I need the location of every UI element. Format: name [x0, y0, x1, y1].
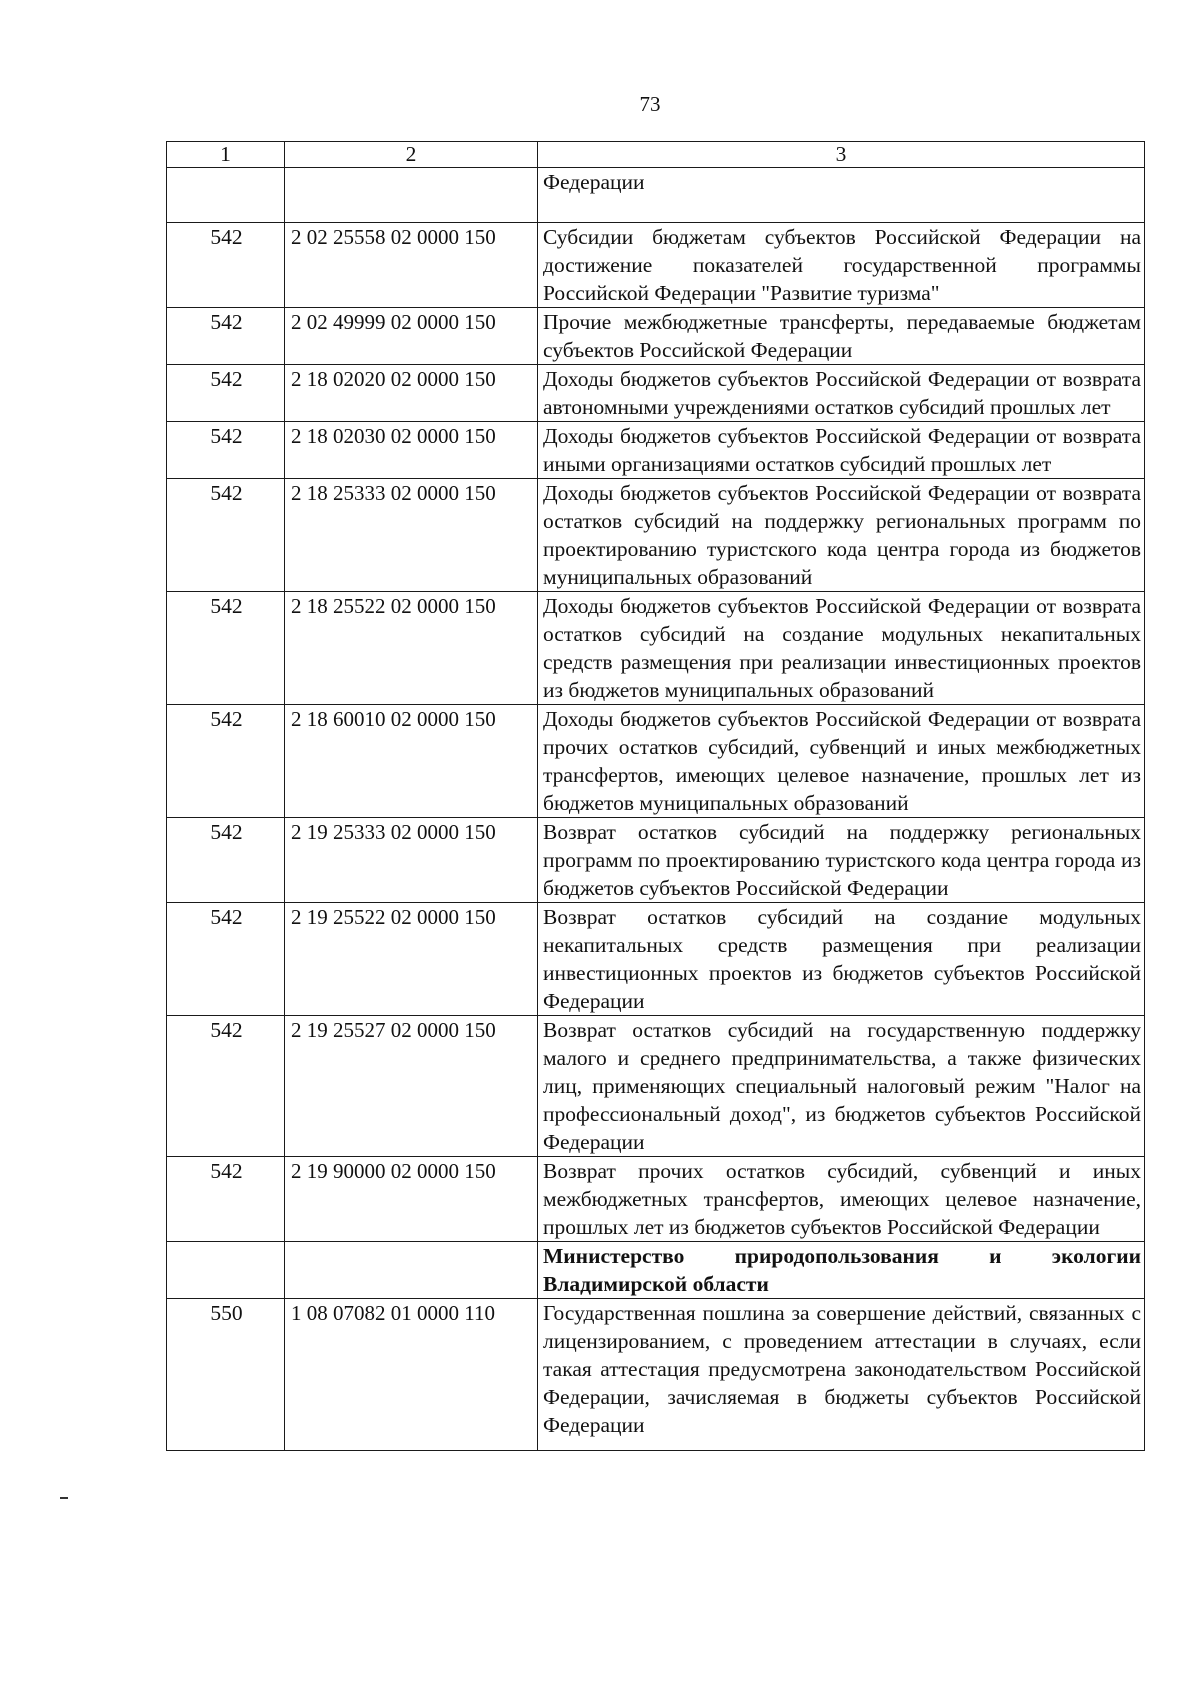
admin-code-cell: 550 — [167, 1299, 285, 1451]
table-row — [167, 365, 1145, 422]
column-header-1: 1 — [167, 142, 285, 168]
table-row — [167, 1016, 1145, 1157]
revenue-name-cell: Государственная пошлина за совершение действий, связанных с лицензированием, с проведением аттестации в случаях, если такая аттестация предусмотрена законодательством Российской Федерации, зачисляемая в бюджеты субъектов Российской Федерации — [538, 1299, 1145, 1451]
table-row — [167, 422, 1145, 479]
budget-classification-table — [166, 141, 1145, 1451]
budget-code-cell: 2 02 25558 02 0000 150 — [285, 223, 538, 308]
ministry-name-cell: Министерство природопользования и экологии Владимирской области — [538, 1242, 1145, 1299]
admin-code-cell: 542 — [167, 903, 285, 1016]
revenue-name-cell: Возврат прочих остатков субсидий, субвенций и иных межбюджетных трансфертов, имеющих целевое назначение, прошлых лет из бюджетов субъектов Российской Федерации — [538, 1157, 1145, 1242]
revenue-name-cell: Доходы бюджетов субъектов Российской Федерации от возврата прочих остатков субсидий, субвенций и иных межбюджетных трансфертов, имеющих целевое назначение, прошлых лет из бюджетов муниципальных образований — [538, 705, 1145, 818]
budget-code-cell: 2 19 25522 02 0000 150 — [285, 903, 538, 1016]
table-row — [167, 223, 1145, 308]
table-row — [167, 705, 1145, 818]
revenue-name-cell: Доходы бюджетов субъектов Российской Федерации от возврата иными организациями остатков субсидий прошлых лет — [538, 422, 1145, 479]
admin-code-cell: 542 — [167, 1016, 285, 1157]
table-header-row — [167, 142, 1145, 168]
budget-code-cell — [285, 1242, 538, 1299]
admin-code-cell: 542 — [167, 705, 285, 818]
admin-code-cell: 542 — [167, 818, 285, 903]
table-row — [167, 818, 1145, 903]
admin-code-cell: 542 — [167, 223, 285, 308]
budget-code-cell: 2 02 49999 02 0000 150 — [285, 308, 538, 365]
budget-code-cell: 2 19 90000 02 0000 150 — [285, 1157, 538, 1242]
table-row — [167, 1157, 1145, 1242]
budget-code-cell: 2 19 25527 02 0000 150 — [285, 1016, 538, 1157]
revenue-name-cell: Прочие межбюджетные трансферты, передаваемые бюджетам субъектов Российской Федерации — [538, 308, 1145, 365]
table-row — [167, 168, 1145, 223]
budget-code-cell: 2 18 25333 02 0000 150 — [285, 479, 538, 592]
admin-code-cell: 542 — [167, 365, 285, 422]
table-row — [167, 479, 1145, 592]
column-header-3: 3 — [538, 142, 1145, 168]
table-row — [167, 1299, 1145, 1451]
budget-code-cell: 2 18 02020 02 0000 150 — [285, 365, 538, 422]
admin-code-cell: 542 — [167, 422, 285, 479]
admin-code-cell: 542 — [167, 308, 285, 365]
margin-mark — [60, 1497, 68, 1499]
table-row — [167, 308, 1145, 365]
budget-code-cell: 2 18 25522 02 0000 150 — [285, 592, 538, 705]
budget-code-cell: 1 08 07082 01 0000 110 — [285, 1299, 538, 1451]
ministry-heading-row — [167, 1242, 1145, 1299]
revenue-name-cell: Возврат остатков субсидий на поддержку региональных программ по проектированию туристского кода центра города из бюджетов субъектов Российской Федерации — [538, 818, 1145, 903]
column-header-2: 2 — [285, 142, 538, 168]
page-number: 73 — [639, 92, 661, 116]
table-row — [167, 903, 1145, 1016]
revenue-name-cell: Возврат остатков субсидий на создание модульных некапитальных средств размещения при реализации инвестиционных проектов из бюджетов субъектов Российской Федерации — [538, 903, 1145, 1016]
budget-code-cell: 2 18 02030 02 0000 150 — [285, 422, 538, 479]
revenue-name-cell: Доходы бюджетов субъектов Российской Федерации от возврата остатков субсидий на поддержку региональных программ по проектированию туристского кода центра города из бюджетов муниципальных образований — [538, 479, 1145, 592]
admin-code-cell: 542 — [167, 479, 285, 592]
admin-code-cell: 542 — [167, 592, 285, 705]
admin-code-cell — [167, 168, 285, 223]
revenue-name-cell: Федерации — [538, 168, 1145, 223]
admin-code-cell — [167, 1242, 285, 1299]
table-row — [167, 592, 1145, 705]
budget-code-cell — [285, 168, 538, 223]
budget-code-cell: 2 18 60010 02 0000 150 — [285, 705, 538, 818]
budget-code-cell: 2 19 25333 02 0000 150 — [285, 818, 538, 903]
revenue-name-cell: Доходы бюджетов субъектов Российской Федерации от возврата остатков субсидий на создание модульных некапитальных средств размещения при реализации инвестиционных проектов из бюджетов муниципальных образований — [538, 592, 1145, 705]
revenue-name-cell: Доходы бюджетов субъектов Российской Федерации от возврата автономными учреждениями остатков субсидий прошлых лет — [538, 365, 1145, 422]
revenue-name-cell: Возврат остатков субсидий на государственную поддержку малого и среднего предпринимательства, а также физических лиц, применяющих специальный налоговый режим "Налог на профессиональный доход", из бюджетов субъектов Российской Федерации — [538, 1016, 1145, 1157]
revenue-name-cell: Субсидии бюджетам субъектов Российской Федерации на достижение показателей государственной программы Российской Федерации "Развитие туризма" — [538, 223, 1145, 308]
admin-code-cell: 542 — [167, 1157, 285, 1242]
